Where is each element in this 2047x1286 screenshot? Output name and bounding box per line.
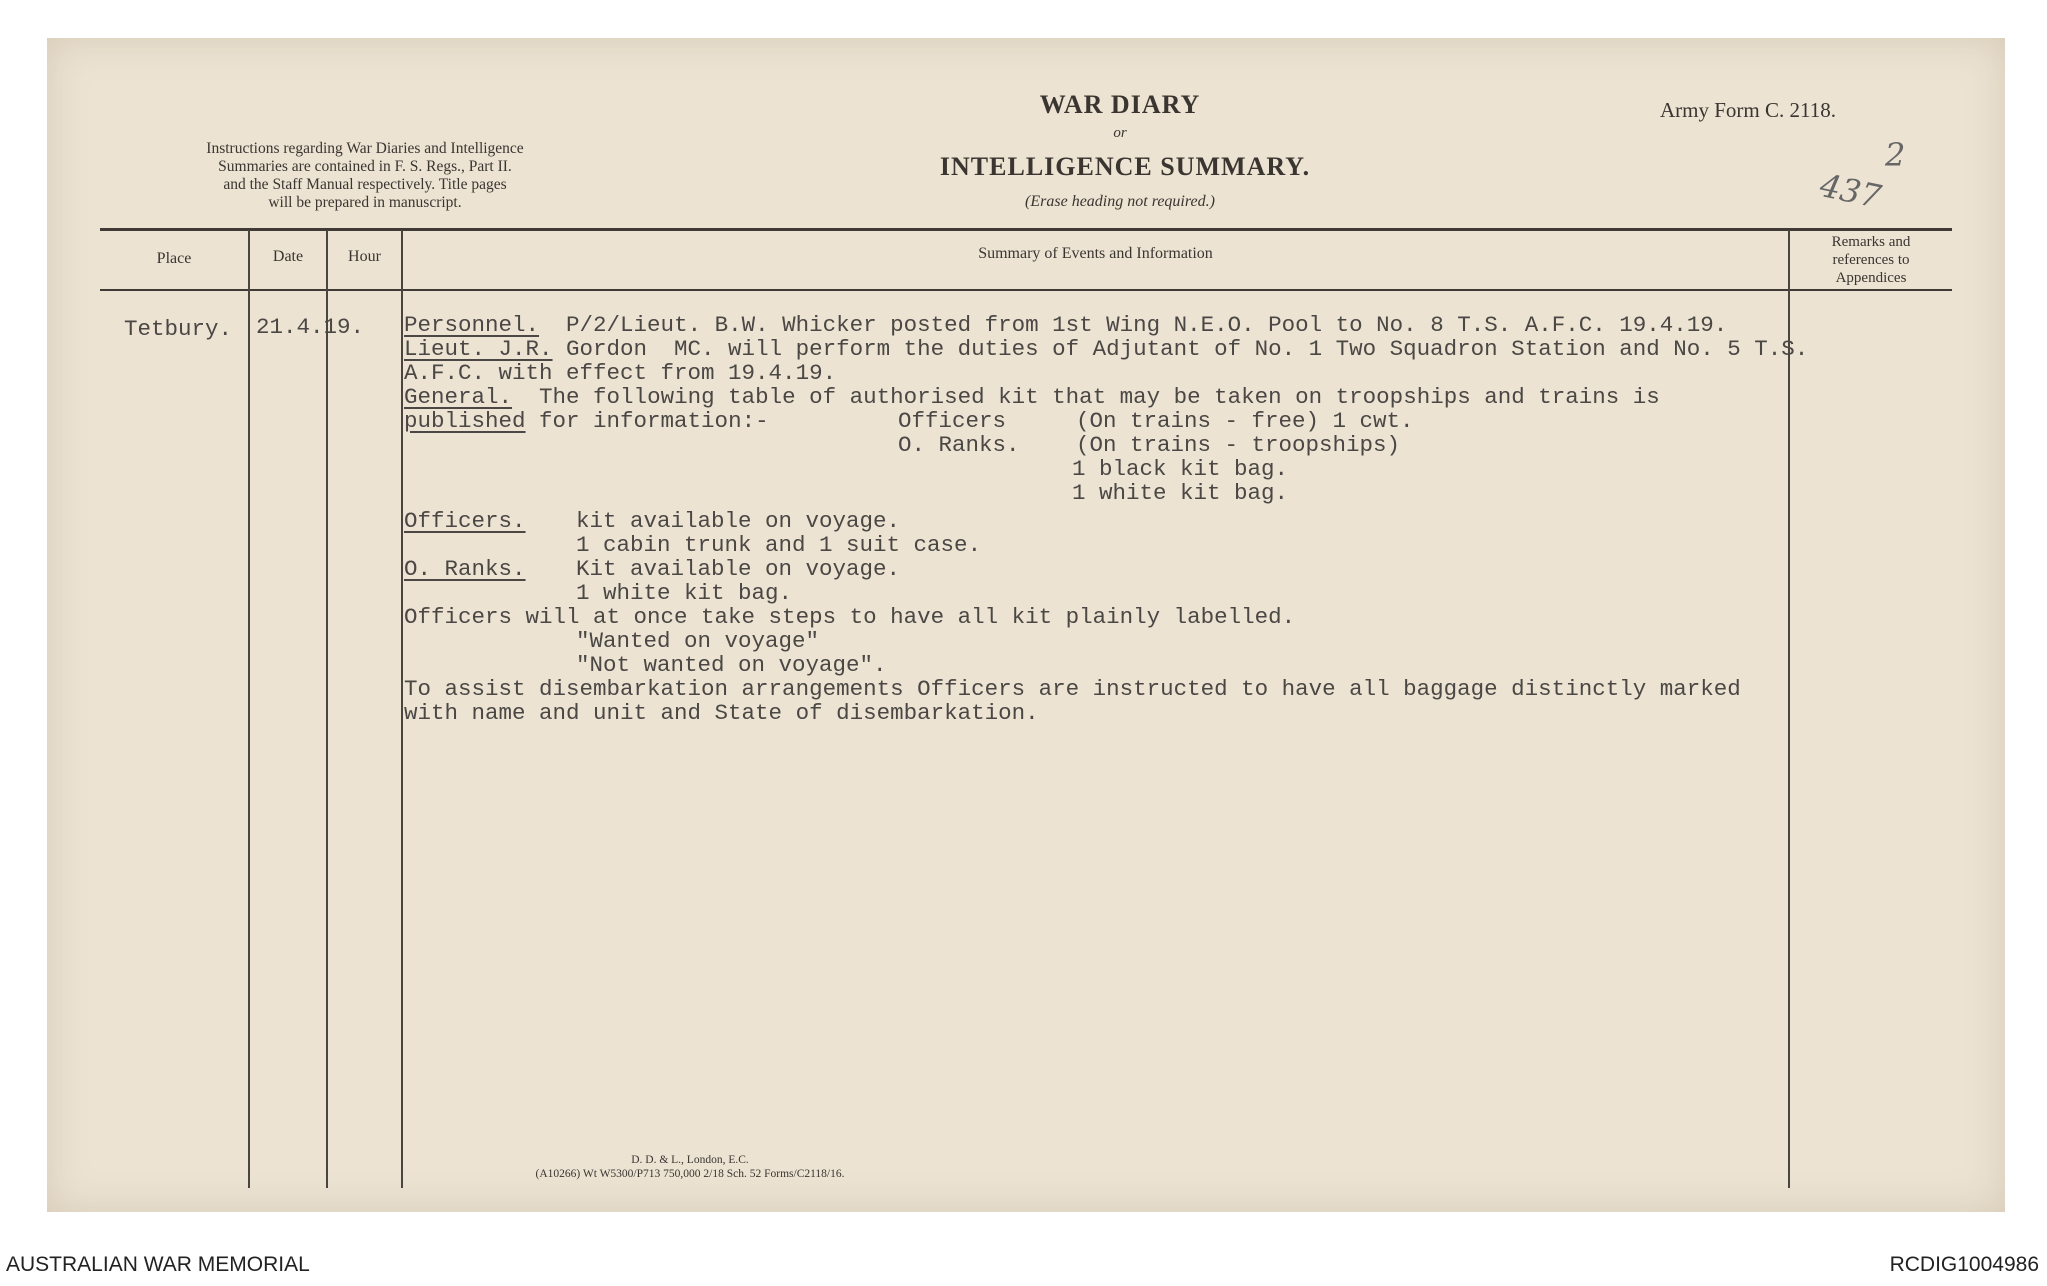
printer-imprint [440,1153,940,1181]
column-header-summary: Summary of Events and Information [978,245,1213,262]
column-divider [401,230,403,1188]
remarks-line: Remarks and [1831,234,1911,250]
entry-date: 21.4.19. [256,314,365,340]
instructions-line: and the Staff Manual respectively. Title pages [223,176,507,193]
officers-label: Officers. [404,508,526,534]
instructions-line: Instructions regarding War Diaries and Intelligence [206,140,524,157]
line-text: P/2/Lieut. B.W. Whicker posted from 1st Wing N.E.O. Pool to No. 8 T.S. A.F.C. 19.4.19. [566,312,1728,338]
ranks-line: Kit available on voyage. [576,556,901,582]
closing-line: To assist disembarkation arrangements Officers are instructed to have all baggage distinctly marked [404,676,1741,702]
officers-line: 1 cabin trunk and 1 suit case. [576,532,982,558]
archive-id: RCDIG1004986 [1889,1253,2039,1276]
officers-line: kit available on voyage. [576,508,901,534]
remarks-line: references to [1832,252,1910,268]
kit-rank: Officers [898,408,1007,434]
section-label: General. [404,384,513,410]
table-header-rule [100,289,1952,291]
handwritten-page-number: 437 [1816,166,1885,216]
line-label: Lieut. J.R. [404,336,553,362]
line-text: A.F.C. with effect from 19.4.19. [404,360,837,386]
line-label: published [404,408,526,434]
column-divider [1788,230,1790,1188]
section-label: Personnel. [404,312,540,338]
kit-detail: (On trains - troopships) [1076,432,1401,458]
summary-line [404,336,1808,362]
summary-line [404,360,836,386]
line-text: for information:- [525,408,769,434]
handwritten-number: 2 [1885,136,1906,174]
instructions-line: will be prepared in manuscript. [268,194,462,211]
closing-line: Officers will at once take steps to have all kit plainly labelled. [404,604,1296,630]
column-header-date: Date [272,248,304,265]
closing-line: "Wanted on voyage" [576,628,820,654]
line-text: The following table of authorised kit that may be taken on troopships and trains is [539,384,1660,410]
kit-detail: 1 white kit bag. [1072,480,1289,506]
summary-line [404,384,1660,410]
column-header-hour: Hour [348,248,381,265]
kit-detail: (On trains - free) 1 cwt. [1076,408,1414,434]
title-intelligence-summary: INTELLIGENCE SUMMARY. [939,152,1311,181]
army-form-label: Army Form C. 2118. [1660,98,1836,122]
imprint-line: D. D. & L., London, E.C. [631,1154,749,1166]
summary-line [404,312,1727,338]
column-header-remarks [1790,233,1952,287]
column-divider [326,230,328,1188]
title-war-diary: WAR DIARY [1039,90,1201,119]
ranks-line: 1 white kit bag. [576,580,793,606]
column-header-place: Place [156,250,192,267]
remarks-line: Appendices [1835,270,1907,286]
column-divider [248,230,250,1188]
summary-line [404,408,769,434]
kit-rank: O. Ranks. [898,432,1020,458]
line-text: Gordon MC. will perform the duties of Adjutant of No. 1 Two Squadron Station and No. 5 T.S. [552,336,1809,362]
kit-detail: 1 black kit bag. [1072,456,1289,482]
imprint-line: (A10266) Wt W5300/P713 750,000 2/18 Sch. 52 Forms/C2118/16. [535,1168,845,1180]
instructions-block [140,140,590,212]
table-top-rule [100,228,1952,231]
ranks-label: O. Ranks. [404,556,526,582]
instructions-line: Summaries are contained in F. S. Regs., Part II. [218,158,512,175]
title-or: or [1113,125,1127,141]
archive-name: AUSTRALIAN WAR MEMORIAL [6,1253,310,1276]
title-note: (Erase heading not required.) [1025,193,1215,210]
closing-line: "Not wanted on voyage". [576,652,887,678]
entry-place: Tetbury. [124,316,233,342]
closing-line: with name and unit and State of disembarkation. [404,700,1039,726]
